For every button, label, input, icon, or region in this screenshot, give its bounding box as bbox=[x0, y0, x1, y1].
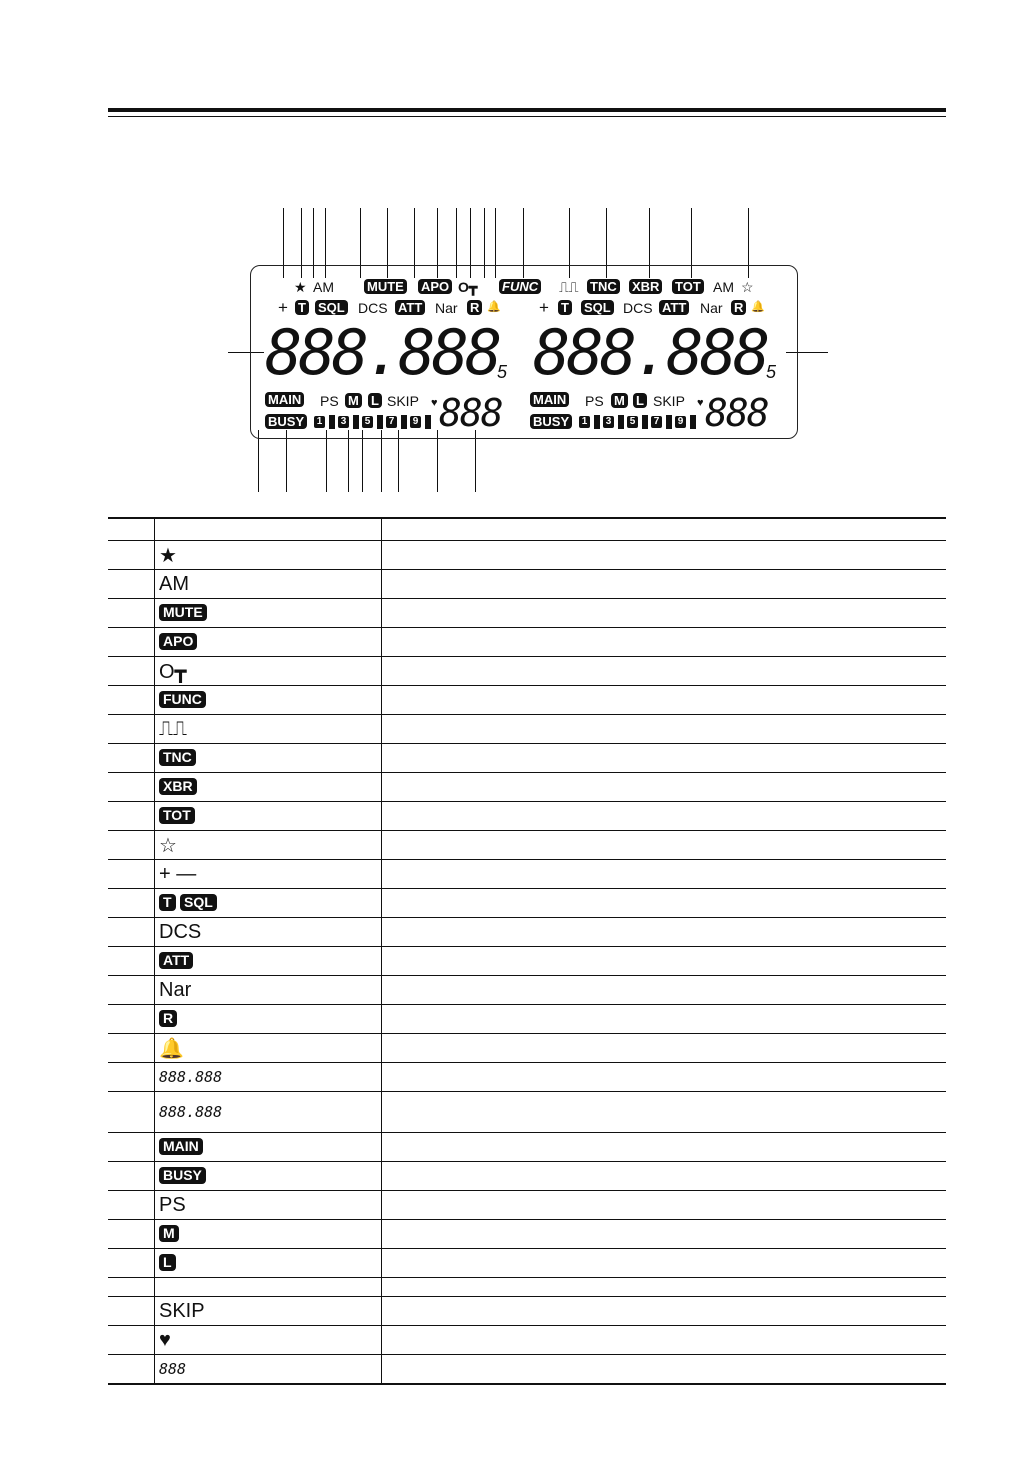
row-symbol: T bbox=[159, 894, 176, 911]
table-header bbox=[108, 518, 946, 541]
meter-bar bbox=[594, 415, 600, 429]
table-row bbox=[108, 1063, 946, 1092]
row-symbol: R bbox=[159, 1010, 177, 1027]
row-number-cell bbox=[108, 570, 155, 599]
l-indicator: L bbox=[368, 393, 382, 408]
table-row bbox=[108, 889, 946, 918]
func-indicator: FUNC bbox=[499, 279, 541, 294]
l-indicator-right: L bbox=[633, 393, 647, 408]
row-number-cell bbox=[108, 1220, 155, 1249]
sql-indicator-right: SQL bbox=[581, 300, 614, 315]
table-row bbox=[108, 947, 946, 976]
row-number-cell bbox=[108, 976, 155, 1005]
row-description-cell bbox=[382, 976, 947, 1005]
freq-sub-digit-right: 5 bbox=[766, 362, 777, 382]
row-symbol-cell bbox=[155, 657, 382, 686]
busy-indicator: BUSY bbox=[265, 414, 307, 429]
table-row bbox=[108, 860, 946, 889]
row-description-cell bbox=[382, 628, 947, 657]
table-row bbox=[108, 715, 946, 744]
table-row bbox=[108, 1355, 946, 1385]
row-symbol-cell bbox=[155, 570, 382, 599]
row-symbol: XBR bbox=[159, 778, 197, 795]
table-row bbox=[108, 1278, 946, 1297]
m-indicator-right: M bbox=[611, 393, 628, 408]
row-symbol-cell bbox=[155, 1162, 382, 1191]
callout-line bbox=[258, 430, 259, 492]
heart-icon: ♥ bbox=[431, 397, 438, 409]
row-symbol-cell bbox=[155, 686, 382, 715]
meter-bar bbox=[401, 415, 407, 429]
meter-bar bbox=[666, 415, 672, 429]
header-col-symbol bbox=[155, 518, 382, 541]
row-symbol: Nar bbox=[159, 978, 192, 1001]
row-number-cell bbox=[108, 1297, 155, 1326]
table-row bbox=[108, 976, 946, 1005]
row-description-cell bbox=[382, 802, 947, 831]
row-symbol: 888.888 bbox=[159, 1067, 223, 1086]
meter-number: 3 bbox=[338, 416, 349, 428]
main-indicator: MAIN bbox=[265, 392, 304, 407]
row-symbol-cell bbox=[155, 1191, 382, 1220]
dcs-indicator: DCS bbox=[358, 300, 388, 316]
meter-bar bbox=[690, 415, 696, 429]
header-rule-thin bbox=[108, 116, 946, 117]
row-symbol-cell bbox=[155, 1034, 382, 1063]
signal-meter-left bbox=[314, 415, 434, 429]
row-symbol-2: SQL bbox=[180, 894, 217, 911]
row-symbol-cell bbox=[155, 1297, 382, 1326]
table-row bbox=[108, 1034, 946, 1063]
row-symbol: MAIN bbox=[159, 1138, 203, 1155]
row-description-cell bbox=[382, 860, 947, 889]
tot-indicator: TOT bbox=[672, 279, 704, 294]
row-symbol-cell bbox=[155, 715, 382, 744]
row-symbol: + — bbox=[159, 862, 197, 885]
row-symbol-cell bbox=[155, 1063, 382, 1092]
row-symbol-cell bbox=[155, 1220, 382, 1249]
row-symbol-cell bbox=[155, 860, 382, 889]
row-symbol: ATT bbox=[159, 952, 193, 969]
m-indicator: M bbox=[345, 393, 362, 408]
row-description-cell bbox=[382, 1249, 947, 1278]
row-number-cell bbox=[108, 1355, 155, 1385]
star-icon: ★ bbox=[294, 279, 307, 295]
row-description-cell bbox=[382, 570, 947, 599]
nar-indicator: Nar bbox=[435, 300, 458, 316]
skip-indicator-right: SKIP bbox=[653, 393, 685, 409]
meter-number: 1 bbox=[579, 416, 590, 428]
table-row bbox=[108, 1326, 946, 1355]
row-symbol: L bbox=[159, 1254, 176, 1271]
sql-indicator: SQL bbox=[315, 300, 348, 315]
row-description-cell bbox=[382, 1063, 947, 1092]
row-description-cell bbox=[382, 1034, 947, 1063]
row-number-cell bbox=[108, 628, 155, 657]
table-row bbox=[108, 773, 946, 802]
row-description-cell bbox=[382, 715, 947, 744]
row-description-cell bbox=[382, 744, 947, 773]
table-row bbox=[108, 628, 946, 657]
row-description-cell bbox=[382, 1092, 947, 1133]
row-symbol: ♥ bbox=[159, 1328, 171, 1351]
callout-line bbox=[286, 430, 287, 492]
row-number-cell bbox=[108, 1162, 155, 1191]
key-lock-icon: O┳ bbox=[458, 279, 478, 295]
header-col-description bbox=[382, 518, 947, 541]
row-description-cell bbox=[382, 831, 947, 860]
bell-icon: 🔔 bbox=[487, 301, 501, 313]
row-symbol: TNC bbox=[159, 749, 196, 766]
row-number-cell bbox=[108, 1278, 155, 1297]
signal-meter-right bbox=[579, 415, 699, 429]
apo-indicator: APO bbox=[418, 279, 452, 294]
table-row bbox=[108, 1133, 946, 1162]
row-number-cell bbox=[108, 1326, 155, 1355]
row-symbol: 🔔 bbox=[159, 1037, 184, 1060]
freq-display-left: 888.888 bbox=[265, 316, 499, 389]
meter-bar bbox=[377, 415, 383, 429]
meter-number: 7 bbox=[651, 416, 662, 428]
row-symbol-cell bbox=[155, 802, 382, 831]
nar-indicator-right: Nar bbox=[700, 300, 723, 316]
row-symbol-cell bbox=[155, 541, 382, 570]
row-symbol: ⎍⎍ bbox=[159, 717, 187, 740]
row-symbol-cell bbox=[155, 1326, 382, 1355]
row-symbol: FUNC bbox=[159, 691, 206, 708]
row-description-cell bbox=[382, 1297, 947, 1326]
row-number-cell bbox=[108, 1034, 155, 1063]
row-symbol: MUTE bbox=[159, 604, 207, 621]
freq-display-right: 888.888 bbox=[533, 316, 767, 389]
row-description-cell bbox=[382, 599, 947, 628]
callout-line bbox=[348, 430, 349, 492]
row-symbol: SKIP bbox=[159, 1299, 205, 1322]
row-symbol-cell bbox=[155, 889, 382, 918]
row-symbol: APO bbox=[159, 633, 197, 650]
row-number-cell bbox=[108, 686, 155, 715]
row-symbol-cell bbox=[155, 1005, 382, 1034]
callout-line bbox=[437, 430, 438, 492]
table-row bbox=[108, 599, 946, 628]
header-rule bbox=[108, 108, 946, 112]
row-number-cell bbox=[108, 947, 155, 976]
row-number-cell bbox=[108, 802, 155, 831]
row-symbol: ★ bbox=[159, 544, 177, 567]
row-description-cell bbox=[382, 947, 947, 976]
row-symbol: TOT bbox=[159, 807, 195, 824]
row-description-cell bbox=[382, 1191, 947, 1220]
row-symbol-cell bbox=[155, 773, 382, 802]
row-description-cell bbox=[382, 1278, 947, 1297]
row-number-cell bbox=[108, 744, 155, 773]
am-indicator-2: AM bbox=[713, 279, 734, 295]
t-indicator-right: T bbox=[558, 300, 572, 315]
row-number-cell bbox=[108, 541, 155, 570]
row-number-cell bbox=[108, 715, 155, 744]
freq-sub-digit-left: 5 bbox=[497, 362, 508, 382]
att-indicator-right: ATT bbox=[659, 300, 689, 315]
table-row bbox=[108, 744, 946, 773]
r-indicator-right: R bbox=[731, 300, 746, 315]
row-symbol: AM bbox=[159, 572, 189, 595]
channel-display-right: 888 bbox=[705, 391, 768, 435]
callout-line bbox=[398, 430, 399, 492]
offset-plus-icon-right: + bbox=[539, 298, 549, 317]
row-description-cell bbox=[382, 686, 947, 715]
channel-display-left: 888 bbox=[439, 391, 502, 435]
row-number-cell bbox=[108, 831, 155, 860]
pulse-icon: ⎍⎍ bbox=[559, 279, 579, 295]
row-symbol-cell bbox=[155, 1355, 382, 1385]
row-symbol-cell bbox=[155, 976, 382, 1005]
table-row bbox=[108, 1249, 946, 1278]
r-indicator: R bbox=[467, 300, 482, 315]
callout-line bbox=[475, 430, 476, 492]
row-number-cell bbox=[108, 918, 155, 947]
mute-indicator: MUTE bbox=[364, 279, 407, 294]
row-symbol: 888 bbox=[159, 1359, 187, 1378]
row-description-cell bbox=[382, 889, 947, 918]
bell-icon-right: 🔔 bbox=[751, 301, 765, 313]
row-number-cell bbox=[108, 599, 155, 628]
am-indicator: AM bbox=[313, 279, 334, 295]
row-description-cell bbox=[382, 1355, 947, 1385]
row-symbol-cell bbox=[155, 1133, 382, 1162]
meter-bar bbox=[329, 415, 335, 429]
row-symbol-cell bbox=[155, 744, 382, 773]
row-number-cell bbox=[108, 1063, 155, 1092]
skip-indicator: SKIP bbox=[387, 393, 419, 409]
table-row bbox=[108, 686, 946, 715]
meter-number: 7 bbox=[386, 416, 397, 428]
callout-line bbox=[326, 430, 327, 492]
meter-bar bbox=[642, 415, 648, 429]
meter-number: 9 bbox=[675, 416, 686, 428]
meter-number: 3 bbox=[603, 416, 614, 428]
row-description-cell bbox=[382, 1326, 947, 1355]
row-symbol: DCS bbox=[159, 920, 202, 943]
row-description-cell bbox=[382, 1133, 947, 1162]
row-symbol: O┳ bbox=[159, 660, 187, 683]
meter-number: 5 bbox=[627, 416, 638, 428]
row-symbol-cell bbox=[155, 599, 382, 628]
row-number-cell bbox=[108, 1005, 155, 1034]
meter-number: 1 bbox=[314, 416, 325, 428]
row-number-cell bbox=[108, 657, 155, 686]
header-col-no bbox=[108, 518, 155, 541]
tnc-indicator: TNC bbox=[587, 279, 620, 294]
t-indicator: T bbox=[295, 300, 309, 315]
table-row bbox=[108, 1297, 946, 1326]
row-number-cell bbox=[108, 1191, 155, 1220]
row-description-cell bbox=[382, 918, 947, 947]
row-symbol-cell bbox=[155, 831, 382, 860]
heart-icon-right: ♥ bbox=[697, 397, 704, 409]
meter-number: 5 bbox=[362, 416, 373, 428]
table-row bbox=[108, 1162, 946, 1191]
indicator-table bbox=[108, 517, 946, 1385]
row-symbol-cell bbox=[155, 628, 382, 657]
meter-number: 9 bbox=[410, 416, 421, 428]
row-description-cell bbox=[382, 1005, 947, 1034]
ps-indicator: PS bbox=[320, 393, 339, 409]
row-description-cell bbox=[382, 1220, 947, 1249]
main-indicator-right: MAIN bbox=[530, 392, 569, 407]
xbr-indicator: XBR bbox=[629, 279, 662, 294]
callout-line bbox=[362, 430, 363, 492]
dcs-indicator-right: DCS bbox=[623, 300, 653, 316]
row-description-cell bbox=[382, 773, 947, 802]
row-number-cell bbox=[108, 1092, 155, 1133]
offset-plus-icon: + bbox=[278, 298, 288, 317]
row-description-cell bbox=[382, 541, 947, 570]
row-description-cell bbox=[382, 1162, 947, 1191]
table-row bbox=[108, 831, 946, 860]
star-outline-icon: ☆ bbox=[741, 279, 754, 295]
row-number-cell bbox=[108, 1133, 155, 1162]
row-number-cell bbox=[108, 773, 155, 802]
table-row bbox=[108, 1191, 946, 1220]
row-symbol-cell bbox=[155, 1092, 382, 1133]
row-symbol-cell bbox=[155, 947, 382, 976]
row-number-cell bbox=[108, 1249, 155, 1278]
row-symbol: PS bbox=[159, 1193, 186, 1216]
callout-line bbox=[381, 430, 382, 492]
row-symbol: M bbox=[159, 1225, 179, 1242]
ps-indicator-right: PS bbox=[585, 393, 604, 409]
table-row bbox=[108, 541, 946, 570]
table-row bbox=[108, 918, 946, 947]
row-symbol: ☆ bbox=[159, 834, 177, 857]
table-row bbox=[108, 1005, 946, 1034]
row-symbol: BUSY bbox=[159, 1167, 206, 1184]
meter-bar bbox=[425, 415, 431, 429]
table-row bbox=[108, 802, 946, 831]
row-symbol-cell bbox=[155, 1278, 382, 1297]
row-symbol-cell bbox=[155, 918, 382, 947]
lcd-panel bbox=[250, 265, 798, 439]
row-symbol: 888.888 bbox=[159, 1102, 223, 1121]
att-indicator: ATT bbox=[395, 300, 425, 315]
busy-indicator-right: BUSY bbox=[530, 414, 572, 429]
table-row bbox=[108, 1092, 946, 1133]
table-row bbox=[108, 570, 946, 599]
row-symbol-cell bbox=[155, 1249, 382, 1278]
meter-bar bbox=[353, 415, 359, 429]
table-row bbox=[108, 657, 946, 686]
row-number-cell bbox=[108, 860, 155, 889]
meter-bar bbox=[618, 415, 624, 429]
row-number-cell bbox=[108, 889, 155, 918]
table-row bbox=[108, 1220, 946, 1249]
row-description-cell bbox=[382, 657, 947, 686]
